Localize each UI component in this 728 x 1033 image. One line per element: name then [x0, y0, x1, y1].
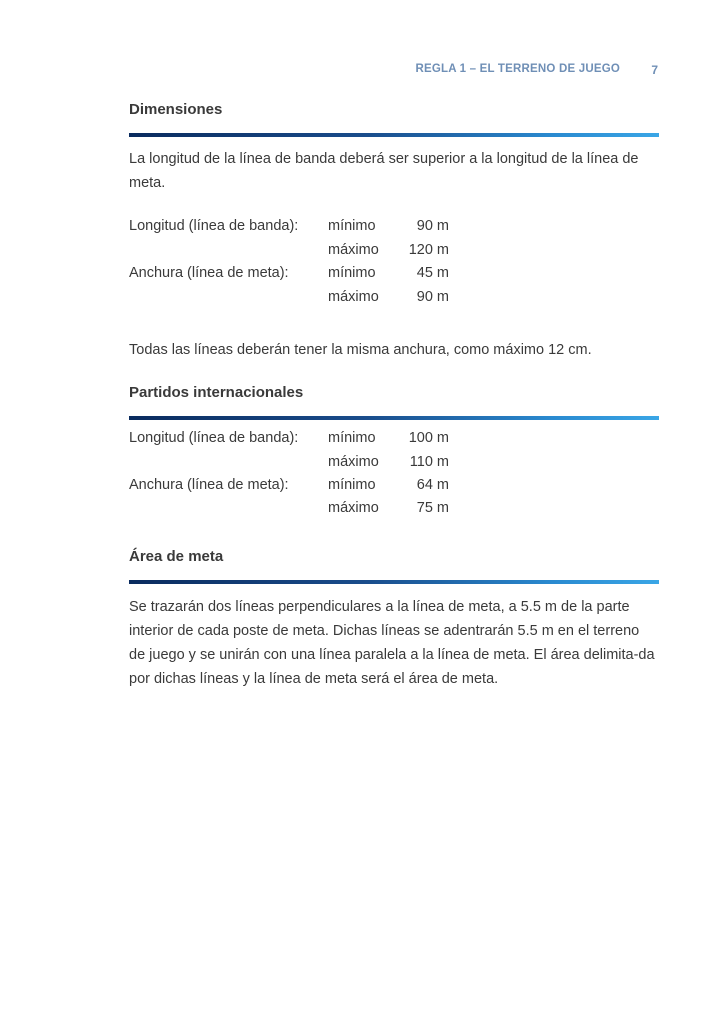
- dimension-value: 90 m: [416, 289, 449, 305]
- section-divider: [129, 580, 659, 584]
- page-number: 7: [651, 63, 658, 77]
- dimension-label: Anchura (línea de meta):: [129, 477, 289, 493]
- running-header-title: REGLA 1 – EL TERRENO DE JUEGO: [415, 63, 620, 75]
- dimension-value: 110 m: [409, 454, 449, 470]
- dimension-kind: mínimo: [328, 218, 376, 234]
- dimension-value: 45 m: [416, 265, 449, 281]
- dimension-label: Anchura (línea de meta):: [129, 265, 289, 281]
- dimension-value: 100 m: [408, 430, 449, 446]
- dimensiones-intro: La longitud de la línea de banda deberá ser superior a la longitud de la línea de meta.: [129, 151, 639, 191]
- section-heading-partidos-internacionales: Partidos internacionales: [129, 384, 304, 401]
- dimension-row: [129, 289, 659, 313]
- dimension-row: [129, 430, 659, 454]
- page-header: [0, 63, 728, 81]
- dimension-kind: máximo: [328, 289, 379, 305]
- dimension-row: [129, 500, 659, 524]
- dimension-kind: máximo: [328, 500, 379, 516]
- dimension-value: 64 m: [416, 477, 449, 493]
- dimension-row: [129, 242, 659, 266]
- section-heading-dimensiones: Dimensiones: [129, 101, 223, 118]
- dimension-label: Longitud (línea de banda):: [129, 430, 299, 446]
- dimension-value: 90 m: [416, 218, 449, 234]
- dimension-row: [129, 218, 659, 242]
- dimension-label: Longitud (línea de banda):: [129, 218, 299, 234]
- dimension-row: [129, 454, 659, 478]
- dimension-kind: mínimo: [328, 265, 376, 281]
- dimension-value: 120 m: [408, 242, 449, 258]
- section-divider: [129, 133, 659, 137]
- line-width-note: Todas las líneas deberán tener la misma anchura, como máximo 12 cm.: [129, 342, 592, 358]
- dimension-value: 75 m: [416, 500, 449, 516]
- section-divider: [129, 416, 659, 420]
- dimension-kind: máximo: [328, 242, 379, 258]
- dimension-kind: máximo: [328, 454, 379, 470]
- dimension-kind: mínimo: [328, 430, 376, 446]
- dimension-kind: mínimo: [328, 477, 376, 493]
- dimension-row: [129, 477, 659, 501]
- section-heading-area-de-meta: Área de meta: [129, 548, 224, 565]
- dimension-row: [129, 265, 659, 289]
- area-de-meta-body: Se trazarán dos líneas perpendiculares a la línea de meta, a 5.5 m de la parte interior de cada poste de meta. Dichas líneas se adentrarán 5.5 m en el terreno de juego y se unirán con una línea paralela a la línea de meta. El área delimita-da por dichas líneas y la línea de meta será el área de meta.: [129, 599, 655, 687]
